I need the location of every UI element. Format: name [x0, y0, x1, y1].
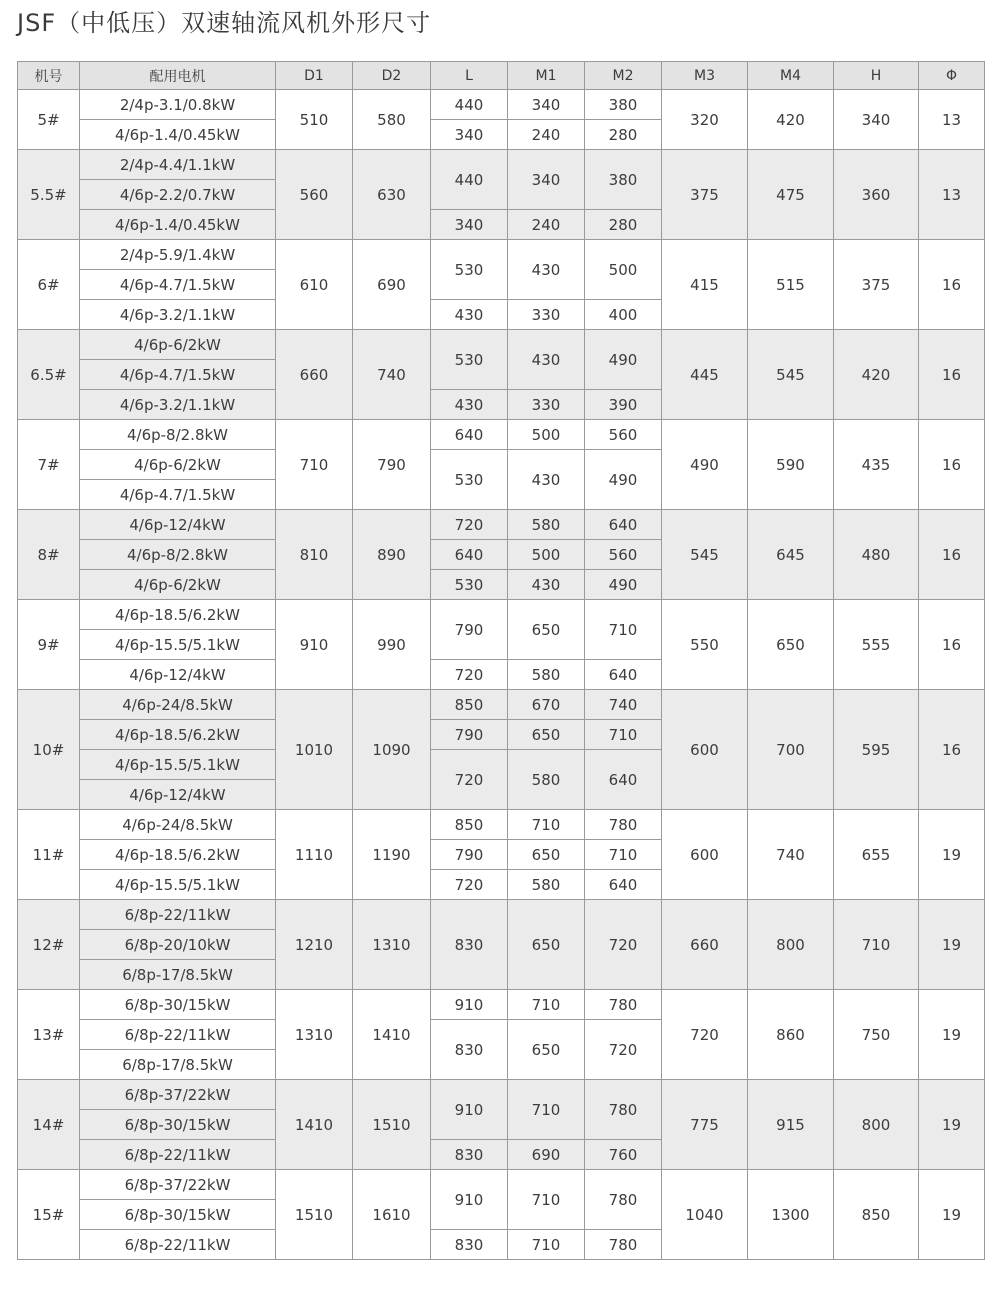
d1-cell: 560 [276, 150, 353, 240]
h-cell: 655 [834, 810, 919, 900]
table-row [18, 600, 985, 630]
m1-cell: 500 [508, 540, 585, 570]
table-row [18, 1080, 985, 1110]
model-cell: 9# [18, 600, 80, 690]
l-cell: 830 [431, 1230, 508, 1260]
l-cell: 720 [431, 870, 508, 900]
motor-cell: 4/6p-12/4kW [80, 510, 276, 540]
page-title: JSF（中低压）双速轴流风机外形尺寸 [17, 9, 432, 37]
d2-cell: 890 [353, 510, 431, 600]
motor-cell: 4/6p-4.7/1.5kW [80, 270, 276, 300]
table-row [18, 690, 985, 720]
m2-cell: 780 [585, 1230, 662, 1260]
table-row [18, 810, 985, 840]
d2-cell: 1310 [353, 900, 431, 990]
motor-cell: 6/8p-30/15kW [80, 990, 276, 1020]
m3-cell: 1040 [662, 1170, 748, 1260]
h-cell: 750 [834, 990, 919, 1080]
m2-cell: 490 [585, 450, 662, 510]
l-cell: 340 [431, 210, 508, 240]
model-cell: 6# [18, 240, 80, 330]
m1-cell: 710 [508, 1080, 585, 1140]
m4-cell: 515 [748, 240, 834, 330]
d1-cell: 1210 [276, 900, 353, 990]
motor-cell: 2/4p-3.1/0.8kW [80, 90, 276, 120]
model-cell: 11# [18, 810, 80, 900]
motor-cell: 6/8p-22/11kW [80, 1230, 276, 1260]
model-cell: 13# [18, 990, 80, 1080]
motor-cell: 4/6p-15.5/5.1kW [80, 870, 276, 900]
col-header-m4: M4 [748, 62, 834, 90]
m1-cell: 330 [508, 300, 585, 330]
l-cell: 830 [431, 1140, 508, 1170]
col-header-m3: M3 [662, 62, 748, 90]
h-cell: 710 [834, 900, 919, 990]
m4-cell: 700 [748, 690, 834, 810]
l-cell: 830 [431, 900, 508, 990]
col-header-phi: Φ [919, 62, 985, 90]
m1-cell: 710 [508, 810, 585, 840]
l-cell: 910 [431, 1170, 508, 1230]
d1-cell: 810 [276, 510, 353, 600]
m3-cell: 720 [662, 990, 748, 1080]
m1-cell: 650 [508, 900, 585, 990]
m1-cell: 580 [508, 750, 585, 810]
h-cell: 595 [834, 690, 919, 810]
phi-cell: 19 [919, 810, 985, 900]
m3-cell: 375 [662, 150, 748, 240]
m2-cell: 490 [585, 330, 662, 390]
l-cell: 790 [431, 600, 508, 660]
model-cell: 8# [18, 510, 80, 600]
m1-cell: 430 [508, 240, 585, 300]
m2-cell: 280 [585, 210, 662, 240]
m2-cell: 560 [585, 540, 662, 570]
h-cell: 340 [834, 90, 919, 150]
m2-cell: 720 [585, 1020, 662, 1080]
model-cell: 6.5# [18, 330, 80, 420]
d1-cell: 1010 [276, 690, 353, 810]
motor-cell: 4/6p-4.7/1.5kW [80, 480, 276, 510]
d2-cell: 1610 [353, 1170, 431, 1260]
table-header [18, 62, 985, 90]
phi-cell: 19 [919, 900, 985, 990]
l-cell: 430 [431, 390, 508, 420]
l-cell: 720 [431, 750, 508, 810]
m3-cell: 600 [662, 690, 748, 810]
l-cell: 910 [431, 990, 508, 1020]
phi-cell: 16 [919, 510, 985, 600]
model-cell: 15# [18, 1170, 80, 1260]
m3-cell: 660 [662, 900, 748, 990]
phi-cell: 16 [919, 600, 985, 690]
m3-cell: 445 [662, 330, 748, 420]
m1-cell: 340 [508, 150, 585, 210]
m1-cell: 690 [508, 1140, 585, 1170]
model-group [18, 810, 985, 900]
d1-cell: 510 [276, 90, 353, 150]
m4-cell: 915 [748, 1080, 834, 1170]
motor-cell: 4/6p-6/2kW [80, 330, 276, 360]
m4-cell: 475 [748, 150, 834, 240]
motor-cell: 4/6p-6/2kW [80, 570, 276, 600]
motor-cell: 4/6p-1.4/0.45kW [80, 210, 276, 240]
motor-cell: 4/6p-18.5/6.2kW [80, 840, 276, 870]
m2-cell: 760 [585, 1140, 662, 1170]
m1-cell: 580 [508, 510, 585, 540]
l-cell: 530 [431, 450, 508, 510]
l-cell: 640 [431, 420, 508, 450]
col-header-h: H [834, 62, 919, 90]
h-cell: 360 [834, 150, 919, 240]
m1-cell: 650 [508, 1020, 585, 1080]
table-row [18, 330, 985, 360]
l-cell: 850 [431, 690, 508, 720]
m1-cell: 580 [508, 870, 585, 900]
m4-cell: 1300 [748, 1170, 834, 1260]
m1-cell: 430 [508, 330, 585, 390]
d1-cell: 1110 [276, 810, 353, 900]
model-group [18, 150, 985, 240]
m1-cell: 670 [508, 690, 585, 720]
table-row [18, 240, 985, 270]
table-row [18, 990, 985, 1020]
m2-cell: 780 [585, 1170, 662, 1230]
motor-cell: 6/8p-22/11kW [80, 1020, 276, 1050]
motor-cell: 6/8p-37/22kW [80, 1170, 276, 1200]
m2-cell: 780 [585, 1080, 662, 1140]
phi-cell: 16 [919, 240, 985, 330]
h-cell: 435 [834, 420, 919, 510]
motor-cell: 2/4p-4.4/1.1kW [80, 150, 276, 180]
m2-cell: 500 [585, 240, 662, 300]
d2-cell: 630 [353, 150, 431, 240]
table-row [18, 420, 985, 450]
m1-cell: 430 [508, 570, 585, 600]
model-cell: 5.5# [18, 150, 80, 240]
m4-cell: 545 [748, 330, 834, 420]
motor-cell: 6/8p-20/10kW [80, 930, 276, 960]
col-header-d1: D1 [276, 62, 353, 90]
motor-cell: 4/6p-4.7/1.5kW [80, 360, 276, 390]
m1-cell: 710 [508, 990, 585, 1020]
model-cell: 12# [18, 900, 80, 990]
d1-cell: 610 [276, 240, 353, 330]
d2-cell: 1410 [353, 990, 431, 1080]
d1-cell: 1410 [276, 1080, 353, 1170]
motor-cell: 2/4p-5.9/1.4kW [80, 240, 276, 270]
h-cell: 800 [834, 1080, 919, 1170]
m1-cell: 710 [508, 1230, 585, 1260]
m1-cell: 240 [508, 210, 585, 240]
model-group [18, 420, 985, 510]
l-cell: 530 [431, 240, 508, 300]
model-group [18, 990, 985, 1080]
d2-cell: 740 [353, 330, 431, 420]
m1-cell: 240 [508, 120, 585, 150]
header-row [18, 62, 985, 90]
d2-cell: 790 [353, 420, 431, 510]
model-group [18, 1170, 985, 1260]
motor-cell: 6/8p-37/22kW [80, 1080, 276, 1110]
motor-cell: 4/6p-8/2.8kW [80, 420, 276, 450]
h-cell: 555 [834, 600, 919, 690]
m4-cell: 645 [748, 510, 834, 600]
motor-cell: 6/8p-22/11kW [80, 900, 276, 930]
motor-cell: 4/6p-15.5/5.1kW [80, 750, 276, 780]
motor-cell: 4/6p-24/8.5kW [80, 810, 276, 840]
d1-cell: 1510 [276, 1170, 353, 1260]
h-cell: 420 [834, 330, 919, 420]
m3-cell: 490 [662, 420, 748, 510]
m3-cell: 415 [662, 240, 748, 330]
phi-cell: 13 [919, 90, 985, 150]
d2-cell: 1510 [353, 1080, 431, 1170]
l-cell: 850 [431, 810, 508, 840]
m3-cell: 550 [662, 600, 748, 690]
m2-cell: 780 [585, 810, 662, 840]
m1-cell: 710 [508, 1170, 585, 1230]
model-cell: 5# [18, 90, 80, 150]
motor-cell: 6/8p-30/15kW [80, 1110, 276, 1140]
m2-cell: 280 [585, 120, 662, 150]
col-header-m2: M2 [585, 62, 662, 90]
m1-cell: 650 [508, 720, 585, 750]
model-cell: 14# [18, 1080, 80, 1170]
phi-cell: 19 [919, 1080, 985, 1170]
h-cell: 375 [834, 240, 919, 330]
motor-cell: 4/6p-18.5/6.2kW [80, 720, 276, 750]
m2-cell: 380 [585, 90, 662, 120]
model-group [18, 240, 985, 330]
motor-cell: 4/6p-2.2/0.7kW [80, 180, 276, 210]
m2-cell: 740 [585, 690, 662, 720]
m4-cell: 860 [748, 990, 834, 1080]
motor-cell: 4/6p-15.5/5.1kW [80, 630, 276, 660]
table-row [18, 150, 985, 180]
l-cell: 440 [431, 150, 508, 210]
l-cell: 720 [431, 660, 508, 690]
m4-cell: 420 [748, 90, 834, 150]
m2-cell: 640 [585, 870, 662, 900]
table-row [18, 1170, 985, 1200]
l-cell: 530 [431, 570, 508, 600]
motor-cell: 4/6p-1.4/0.45kW [80, 120, 276, 150]
m1-cell: 650 [508, 840, 585, 870]
d2-cell: 1090 [353, 690, 431, 810]
motor-cell: 6/8p-17/8.5kW [80, 1050, 276, 1080]
m2-cell: 640 [585, 750, 662, 810]
phi-cell: 13 [919, 150, 985, 240]
m2-cell: 720 [585, 900, 662, 990]
m2-cell: 490 [585, 570, 662, 600]
phi-cell: 16 [919, 420, 985, 510]
d1-cell: 910 [276, 600, 353, 690]
m2-cell: 640 [585, 510, 662, 540]
m2-cell: 710 [585, 600, 662, 660]
m1-cell: 650 [508, 600, 585, 660]
phi-cell: 16 [919, 690, 985, 810]
col-header-d2: D2 [353, 62, 431, 90]
model-group [18, 600, 985, 690]
motor-cell: 4/6p-6/2kW [80, 450, 276, 480]
l-cell: 790 [431, 720, 508, 750]
model-cell: 10# [18, 690, 80, 810]
model-group [18, 510, 985, 600]
motor-cell: 4/6p-24/8.5kW [80, 690, 276, 720]
model-group [18, 330, 985, 420]
d2-cell: 690 [353, 240, 431, 330]
motor-cell: 4/6p-3.2/1.1kW [80, 300, 276, 330]
motor-cell: 4/6p-3.2/1.1kW [80, 390, 276, 420]
l-cell: 430 [431, 300, 508, 330]
l-cell: 910 [431, 1080, 508, 1140]
d2-cell: 1190 [353, 810, 431, 900]
m2-cell: 560 [585, 420, 662, 450]
m4-cell: 590 [748, 420, 834, 510]
phi-cell: 16 [919, 330, 985, 420]
d1-cell: 1310 [276, 990, 353, 1080]
m2-cell: 640 [585, 660, 662, 690]
m4-cell: 740 [748, 810, 834, 900]
table-row [18, 900, 985, 930]
col-header-motor: 配用电机 [80, 62, 276, 90]
l-cell: 830 [431, 1020, 508, 1080]
m2-cell: 780 [585, 990, 662, 1020]
motor-cell: 4/6p-12/4kW [80, 660, 276, 690]
m4-cell: 800 [748, 900, 834, 990]
model-group [18, 1080, 985, 1170]
m1-cell: 330 [508, 390, 585, 420]
m1-cell: 340 [508, 90, 585, 120]
col-header-m1: M1 [508, 62, 585, 90]
m2-cell: 710 [585, 720, 662, 750]
l-cell: 790 [431, 840, 508, 870]
d2-cell: 580 [353, 90, 431, 150]
m4-cell: 650 [748, 600, 834, 690]
h-cell: 480 [834, 510, 919, 600]
m2-cell: 380 [585, 150, 662, 210]
d1-cell: 660 [276, 330, 353, 420]
m1-cell: 580 [508, 660, 585, 690]
m2-cell: 400 [585, 300, 662, 330]
col-header-model: 机号 [18, 62, 80, 90]
model-group [18, 90, 985, 150]
m3-cell: 600 [662, 810, 748, 900]
d2-cell: 990 [353, 600, 431, 690]
l-cell: 530 [431, 330, 508, 390]
m3-cell: 545 [662, 510, 748, 600]
m3-cell: 320 [662, 90, 748, 150]
h-cell: 850 [834, 1170, 919, 1260]
table-row [18, 510, 985, 540]
m2-cell: 390 [585, 390, 662, 420]
dimensions-table [17, 61, 985, 1260]
col-header-l: L [431, 62, 508, 90]
phi-cell: 19 [919, 1170, 985, 1260]
m2-cell: 710 [585, 840, 662, 870]
l-cell: 640 [431, 540, 508, 570]
motor-cell: 6/8p-17/8.5kW [80, 960, 276, 990]
motor-cell: 6/8p-22/11kW [80, 1140, 276, 1170]
l-cell: 440 [431, 90, 508, 120]
l-cell: 720 [431, 510, 508, 540]
m3-cell: 775 [662, 1080, 748, 1170]
phi-cell: 19 [919, 990, 985, 1080]
m1-cell: 500 [508, 420, 585, 450]
m1-cell: 430 [508, 450, 585, 510]
motor-cell: 4/6p-12/4kW [80, 780, 276, 810]
motor-cell: 6/8p-30/15kW [80, 1200, 276, 1230]
model-cell: 7# [18, 420, 80, 510]
motor-cell: 4/6p-18.5/6.2kW [80, 600, 276, 630]
table-row [18, 90, 985, 120]
model-group [18, 900, 985, 990]
motor-cell: 4/6p-8/2.8kW [80, 540, 276, 570]
l-cell: 340 [431, 120, 508, 150]
model-group [18, 690, 985, 810]
d1-cell: 710 [276, 420, 353, 510]
